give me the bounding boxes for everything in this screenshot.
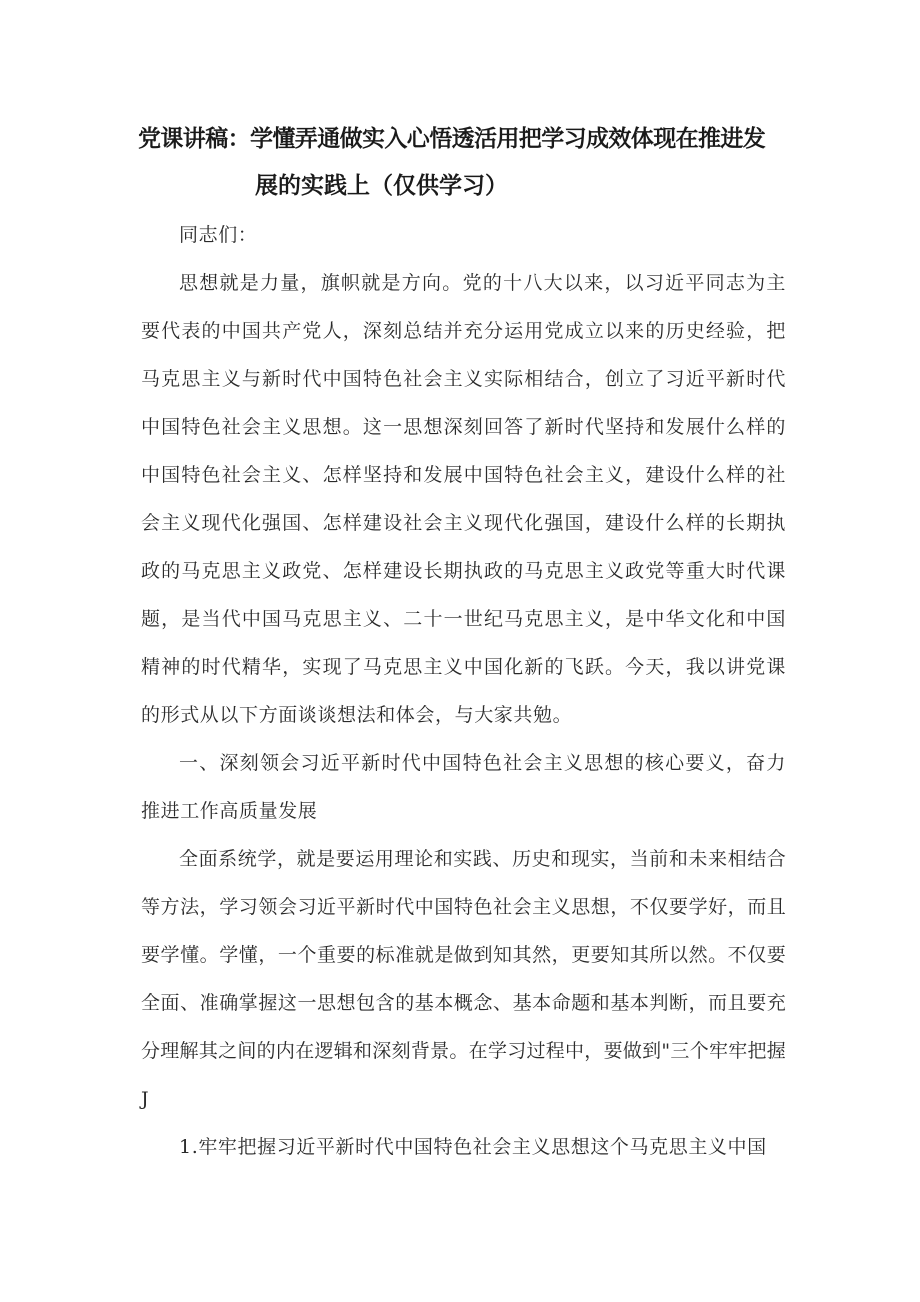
document-title (138, 116, 788, 210)
salutation: 同志们： (179, 224, 258, 246)
document-body (141, 211, 786, 1171)
title-line-1: 党课讲稿：学懂弄通做实入心悟透活用把学习成效体现在推进发 (138, 126, 766, 152)
list-item-1: 1.牢牢把握习近平新时代中国特色社会主义思想这个马克思主义中国 (179, 1136, 767, 1158)
paragraph-study: 全面系统学，就是要运用理论和实践、历史和现实，当前和未来相结合等方法，学习领会习近平新时代中国特色社会主义思想，不仅要学好，而且要学懂。学懂，一个重要的标准就是做到知其然，更要知其所以然。不仅要全面、准确掌握这一思想包含的基本概念、基本命题和基本判断，而且要充分理解其之间的内在逻辑和深刻背景。在学习过程中，要做到"三个牢牢把握J (141, 848, 786, 1110)
paragraph-intro: 思想就是力量，旗帜就是方向。党的十八大以来，以习近平同志为主要代表的中国共产党人，深刻总结并充分运用党成立以来的历史经验，把马克思主义与新时代中国特色社会主义实际相结合，创立了习近平新时代中国特色社会主义思想。这一思想深刻回答了新时代坚持和发展什么样的中国特色社会主义、怎样坚持和发展中国特色社会主义，建设什么样的社会主义现代化强国、怎样建设社会主义现代化强国，建设什么样的长期执政的马克思主义政党、怎样建设长期执政的马克思主义政党等重大时代课题，是当代中国马克思主义、二十一世纪马克思主义，是中华文化和中国精神的时代精华，实现了马克思主义中国化新的飞跃。今天，我以讲党课的形式从以下方面谈谈想法和体会，与大家共勉。 (141, 272, 786, 726)
section-heading-1: 一、深刻领会习近平新时代中国特色社会主义思想的核心要义，奋力推进工作高质量发展 (141, 752, 786, 822)
title-line-2: 展的实践上（仅供学习） (255, 173, 508, 199)
